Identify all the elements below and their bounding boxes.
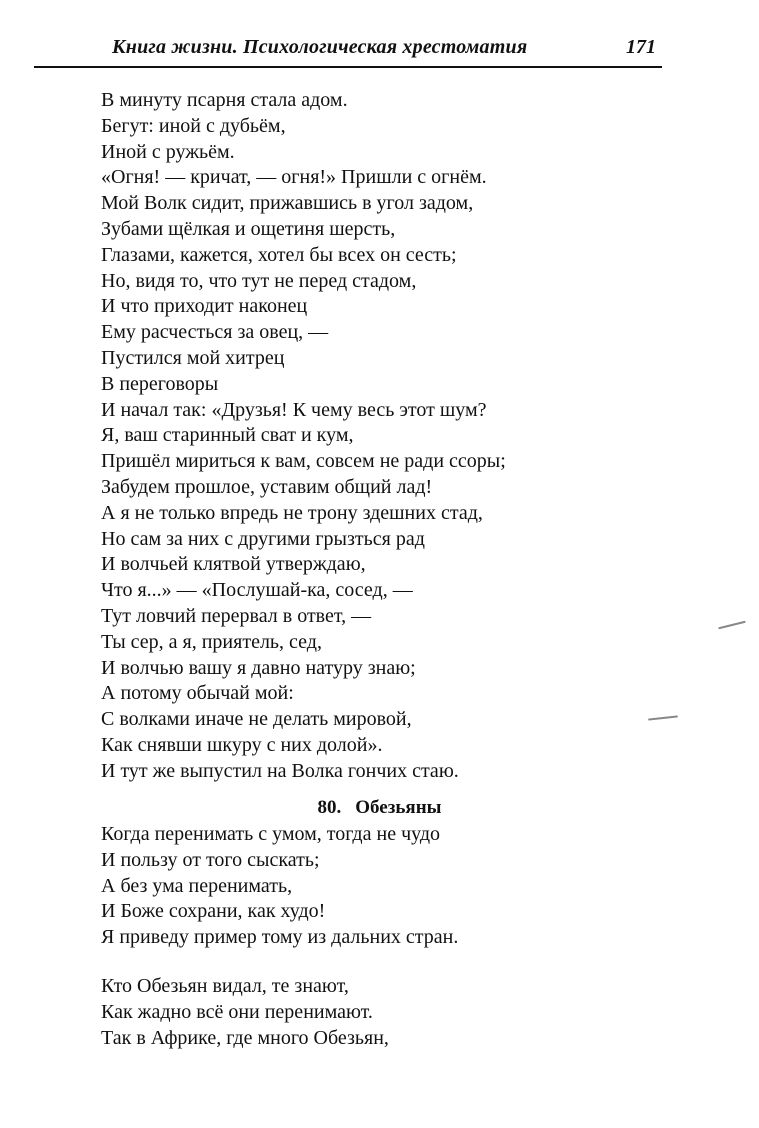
poem-line: И пользу от того сыскать; xyxy=(101,848,320,871)
poem-line: Ты сер, а я, приятель, сед, xyxy=(101,630,322,653)
poem-line: Кто Обезьян видал, те знают, xyxy=(101,975,349,997)
poem-line: Ему расчесться за овец, — xyxy=(101,321,329,344)
poem-monkeys-stanza-1 xyxy=(101,822,661,951)
page-number: 171 xyxy=(626,36,656,58)
book-title: Книга жизни. Психологическая хрестоматия xyxy=(112,36,528,58)
poem-wolf-text xyxy=(101,88,661,785)
poem-line: Иной с ружьём. xyxy=(101,140,235,163)
poem-line: Что я...» — «Послушай-ка, сосед, — xyxy=(101,579,413,602)
poem-line: Забудем прошлое, уставим общий лад! xyxy=(101,475,433,498)
poem-line: Но, видя то, что тут не перед стадом, xyxy=(101,269,417,292)
poem-line: «Огня! — кричат, — огня!» Пришли с огнём. xyxy=(101,166,487,189)
poem-line: Так в Африке, где много Обезьян, xyxy=(101,1026,389,1049)
poem-line: Глазами, кажется, хотел бы всех он сесть; xyxy=(101,243,457,266)
poem-line: Бегут: иной с дубьём, xyxy=(101,114,286,137)
poem-line: Я приведу пример тому из дальних стран. xyxy=(101,926,459,949)
poem-line: Как снявши шкуру с них долой». xyxy=(101,733,383,756)
poem-line: Пришёл мириться к вам, совсем не ради ссоры; xyxy=(101,450,506,473)
poem-line: Но сам за них с другими грызться рад xyxy=(101,527,425,550)
poem-line: Когда перенимать с умом, тогда не чудо xyxy=(101,823,441,845)
poem-line: А потому обычай мой: xyxy=(101,682,294,705)
poem-line: А я не только впредь не трону здешних стад, xyxy=(101,501,483,524)
poem-line: И Боже сохрани, как худо! xyxy=(101,900,326,923)
poem-line: Тут ловчий перервал в ответ, — xyxy=(101,604,372,627)
poem-line: Как жадно всё они перенимают. xyxy=(101,1000,373,1023)
poem-line: И волчьей клятвой утверждаю, xyxy=(101,553,366,576)
poem-line: И волчью вашу я давно натуру знаю; xyxy=(101,656,416,679)
poem-line: И тут же выпустил на Волка гончих стаю. xyxy=(101,759,459,782)
poem-line: Мой Волк сидит, прижавшись в угол задом, xyxy=(101,192,474,215)
poem-line: И что приходит наконец xyxy=(101,295,308,318)
section-heading xyxy=(0,797,759,819)
poem-line: С волками иначе не делать мировой, xyxy=(101,708,412,731)
poem-line: Я, ваш старинный сват и кум, xyxy=(101,424,354,447)
poem-line: Пустился мой хитрец xyxy=(101,346,285,369)
poem-line: В минуту псарня стала адом. xyxy=(101,89,348,111)
running-header xyxy=(34,30,662,68)
poem-line: И начал так: «Друзья! К чему весь этот шум? xyxy=(101,398,487,421)
poem-monkeys-stanza-2 xyxy=(101,974,661,1051)
section-title-text: Обезьяны xyxy=(355,797,442,818)
scan-smudge-mark xyxy=(718,621,746,630)
poem-line: А без ума перенимать, xyxy=(101,874,293,897)
poem-line: В переговоры xyxy=(101,372,219,395)
section-number: 80. xyxy=(317,797,342,818)
poem-line: Зубами щёлкая и ощетиня шерсть, xyxy=(101,217,396,240)
